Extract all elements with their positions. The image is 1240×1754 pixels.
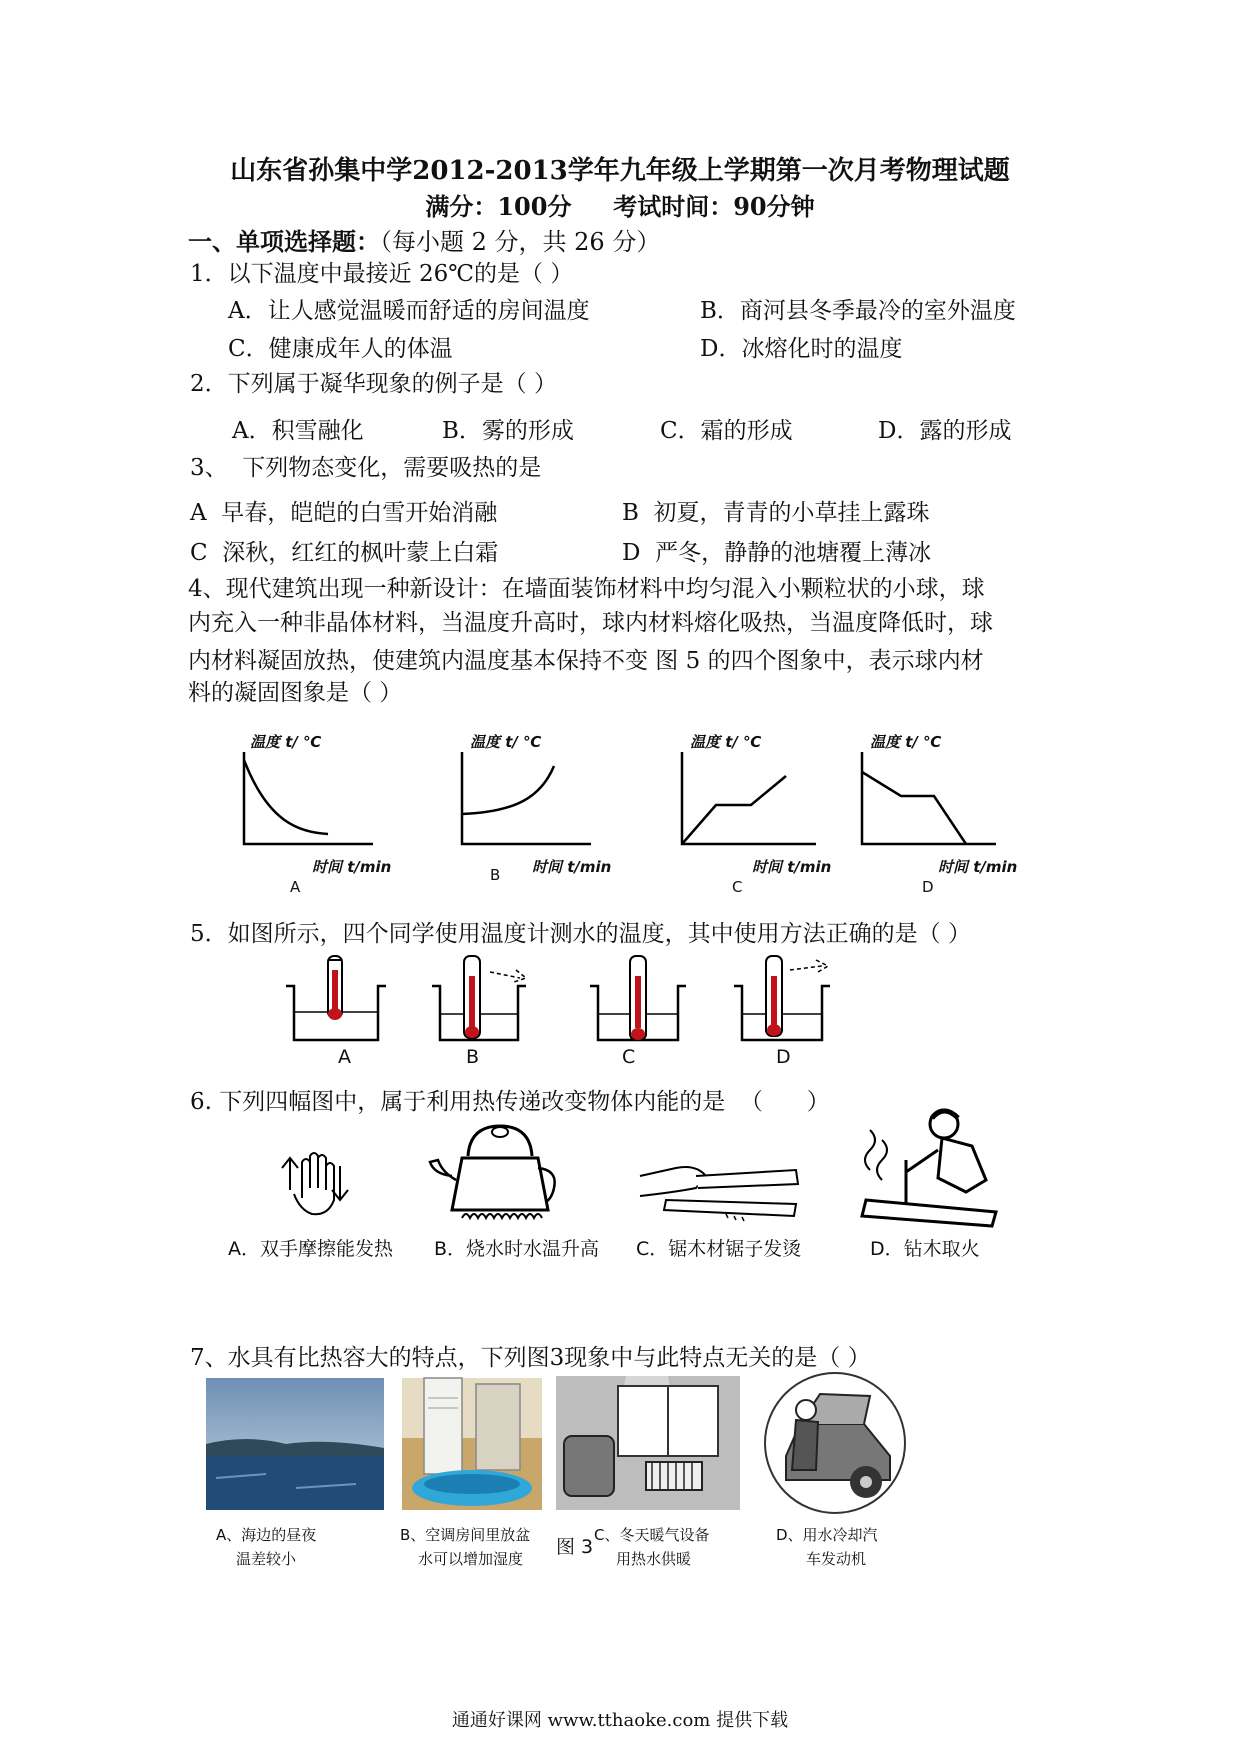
graph-a-letter: A [290, 878, 301, 896]
q7-caption-b-line2: 水可以增加湿度 [418, 1550, 524, 1568]
q4-line-2: 内充入一种非晶体材料，当温度升高时，球内材料熔化吸热，当温度降低时，球 [188, 610, 993, 636]
q1-stem: 1．以下温度中最接近 26℃的是（ ） [190, 261, 574, 287]
q3-option-b: B 初夏，青青的小草挂上露珠 [622, 500, 930, 526]
q7-caption-a-line2: 温差较小 [236, 1550, 297, 1568]
q2-option-b: B．雾的形成 [442, 418, 574, 444]
graph-a-ylabel: 温度 t/ ℃ [250, 733, 322, 751]
q3-option-c: C 深秋，红红的枫叶蒙上白霜 [190, 540, 499, 566]
graph-b-letter: B [490, 866, 501, 884]
graph-d [856, 752, 1006, 852]
q6-stem: 6. 下列四幅图中，属于利用热传递改变物体内能的是 （ ） [190, 1089, 830, 1115]
q6-caption-c: C．锯木材锯子发烫 [636, 1238, 802, 1260]
q7-caption-a-line1: A、海边的昼夜 [216, 1526, 317, 1544]
q6-caption-a: A．双手摩擦能发热 [228, 1238, 393, 1260]
graph-a [238, 752, 378, 852]
graph-d-ylabel: 温度 t/ ℃ [870, 733, 942, 751]
q2-option-c: C．霜的形成 [660, 418, 793, 444]
q6-caption-d: D．钻木取火 [870, 1238, 980, 1260]
beaker-b [428, 952, 548, 1052]
q5-stem: 5．如图所示，四个同学使用温度计测水的温度，其中使用方法正确的是（ ） [190, 921, 971, 947]
graph-b-xlabel: 时间 t/min [532, 858, 612, 876]
car-engine-illustration [760, 1370, 910, 1516]
q3-stem: 3、 下列物态变化，需要吸热的是 [190, 455, 542, 481]
hands-rubbing-illustration [270, 1138, 360, 1218]
graph-c-ylabel: 温度 t/ ℃ [690, 733, 762, 751]
beaker-a [282, 952, 392, 1052]
beaker-d [730, 952, 850, 1052]
radiator-illustration [556, 1376, 740, 1510]
graph-c [676, 752, 826, 852]
graph-d-xlabel: 时间 t/min [938, 858, 1018, 876]
section-title: 一、单项选择题： [188, 227, 380, 256]
beaker-c [586, 952, 696, 1052]
q3-option-d: D 严冬，静静的池塘覆上薄冰 [622, 540, 932, 566]
q1-option-a: A．让人感觉温暖而舒适的房间温度 [228, 298, 590, 324]
exam-title: 山东省孙集中学2012-2013学年九年级上学期第一次月考物理试题 [230, 156, 1010, 186]
q1-option-c: C．健康成年人的体温 [228, 336, 453, 362]
q1-option-d: D．冰熔化时的温度 [700, 336, 903, 362]
section-note: （每小题 2 分，共 26 分） [380, 228, 661, 256]
section-heading [188, 222, 660, 257]
q2-option-a: A．积雪融化 [232, 418, 364, 444]
footer-source: 通通好课网 www.tthaoke.com 提供下载 [451, 1710, 789, 1731]
saw-illustration [636, 1140, 806, 1220]
graph-a-xlabel: 时间 t/min [312, 858, 392, 876]
q7-caption-d-line2: 车发动机 [806, 1550, 867, 1568]
q4-line-1: 4、现代建筑出现一种新设计：在墙面装饰材料中均匀混入小颗粒状的小球，球 [188, 576, 985, 602]
q7-caption-d-line1: D、用水冷却汽 [776, 1526, 878, 1544]
figure-3-label: 图 3 [556, 1536, 594, 1558]
q6-caption-b: B．烧水时水温升高 [434, 1238, 600, 1260]
beaker-c-label: C [622, 1046, 636, 1068]
q2-stem: 2．下列属于凝华现象的例子是（ ） [190, 371, 557, 397]
beaker-a-label: A [338, 1046, 351, 1068]
q2-option-d: D．露的形成 [878, 418, 1012, 444]
kettle-illustration [428, 1118, 568, 1228]
graph-c-xlabel: 时间 t/min [752, 858, 832, 876]
graph-b [456, 752, 596, 852]
beaker-b-label: B [466, 1046, 480, 1068]
q7-caption-c-line2: 用热水供暖 [616, 1550, 692, 1568]
q7-caption-c-line1: C、冬天暖气设备 [594, 1526, 710, 1544]
q1-option-b: B．商河县冬季最冷的室外温度 [700, 298, 1016, 324]
graph-b-ylabel: 温度 t/ ℃ [470, 733, 542, 751]
ac-room-photo [402, 1378, 542, 1510]
q4-line-4: 料的凝固图象是（ ） [188, 680, 403, 706]
q4-line-3: 内材料凝固放热，使建筑内温度基本保持不变 图 5 的四个图象中，表示球内材 [188, 648, 984, 674]
q7-stem: 7、水具有比热容大的特点，下列图3现象中与此特点无关的是（ ） [190, 1345, 871, 1371]
drilling-wood-fire-illustration [846, 1100, 1016, 1230]
q3-option-a: A 早春，皑皑的白雪开始消融 [190, 500, 498, 526]
graph-d-letter: D [922, 878, 934, 896]
graph-c-letter: C [732, 878, 743, 896]
beaker-d-label: D [776, 1046, 791, 1068]
seaside-photo [206, 1378, 384, 1510]
exam-subtitle: 满分：100分 考试时间：90分钟 [425, 192, 815, 221]
q7-caption-b-line1: B、空调房间里放盆 [400, 1526, 531, 1544]
